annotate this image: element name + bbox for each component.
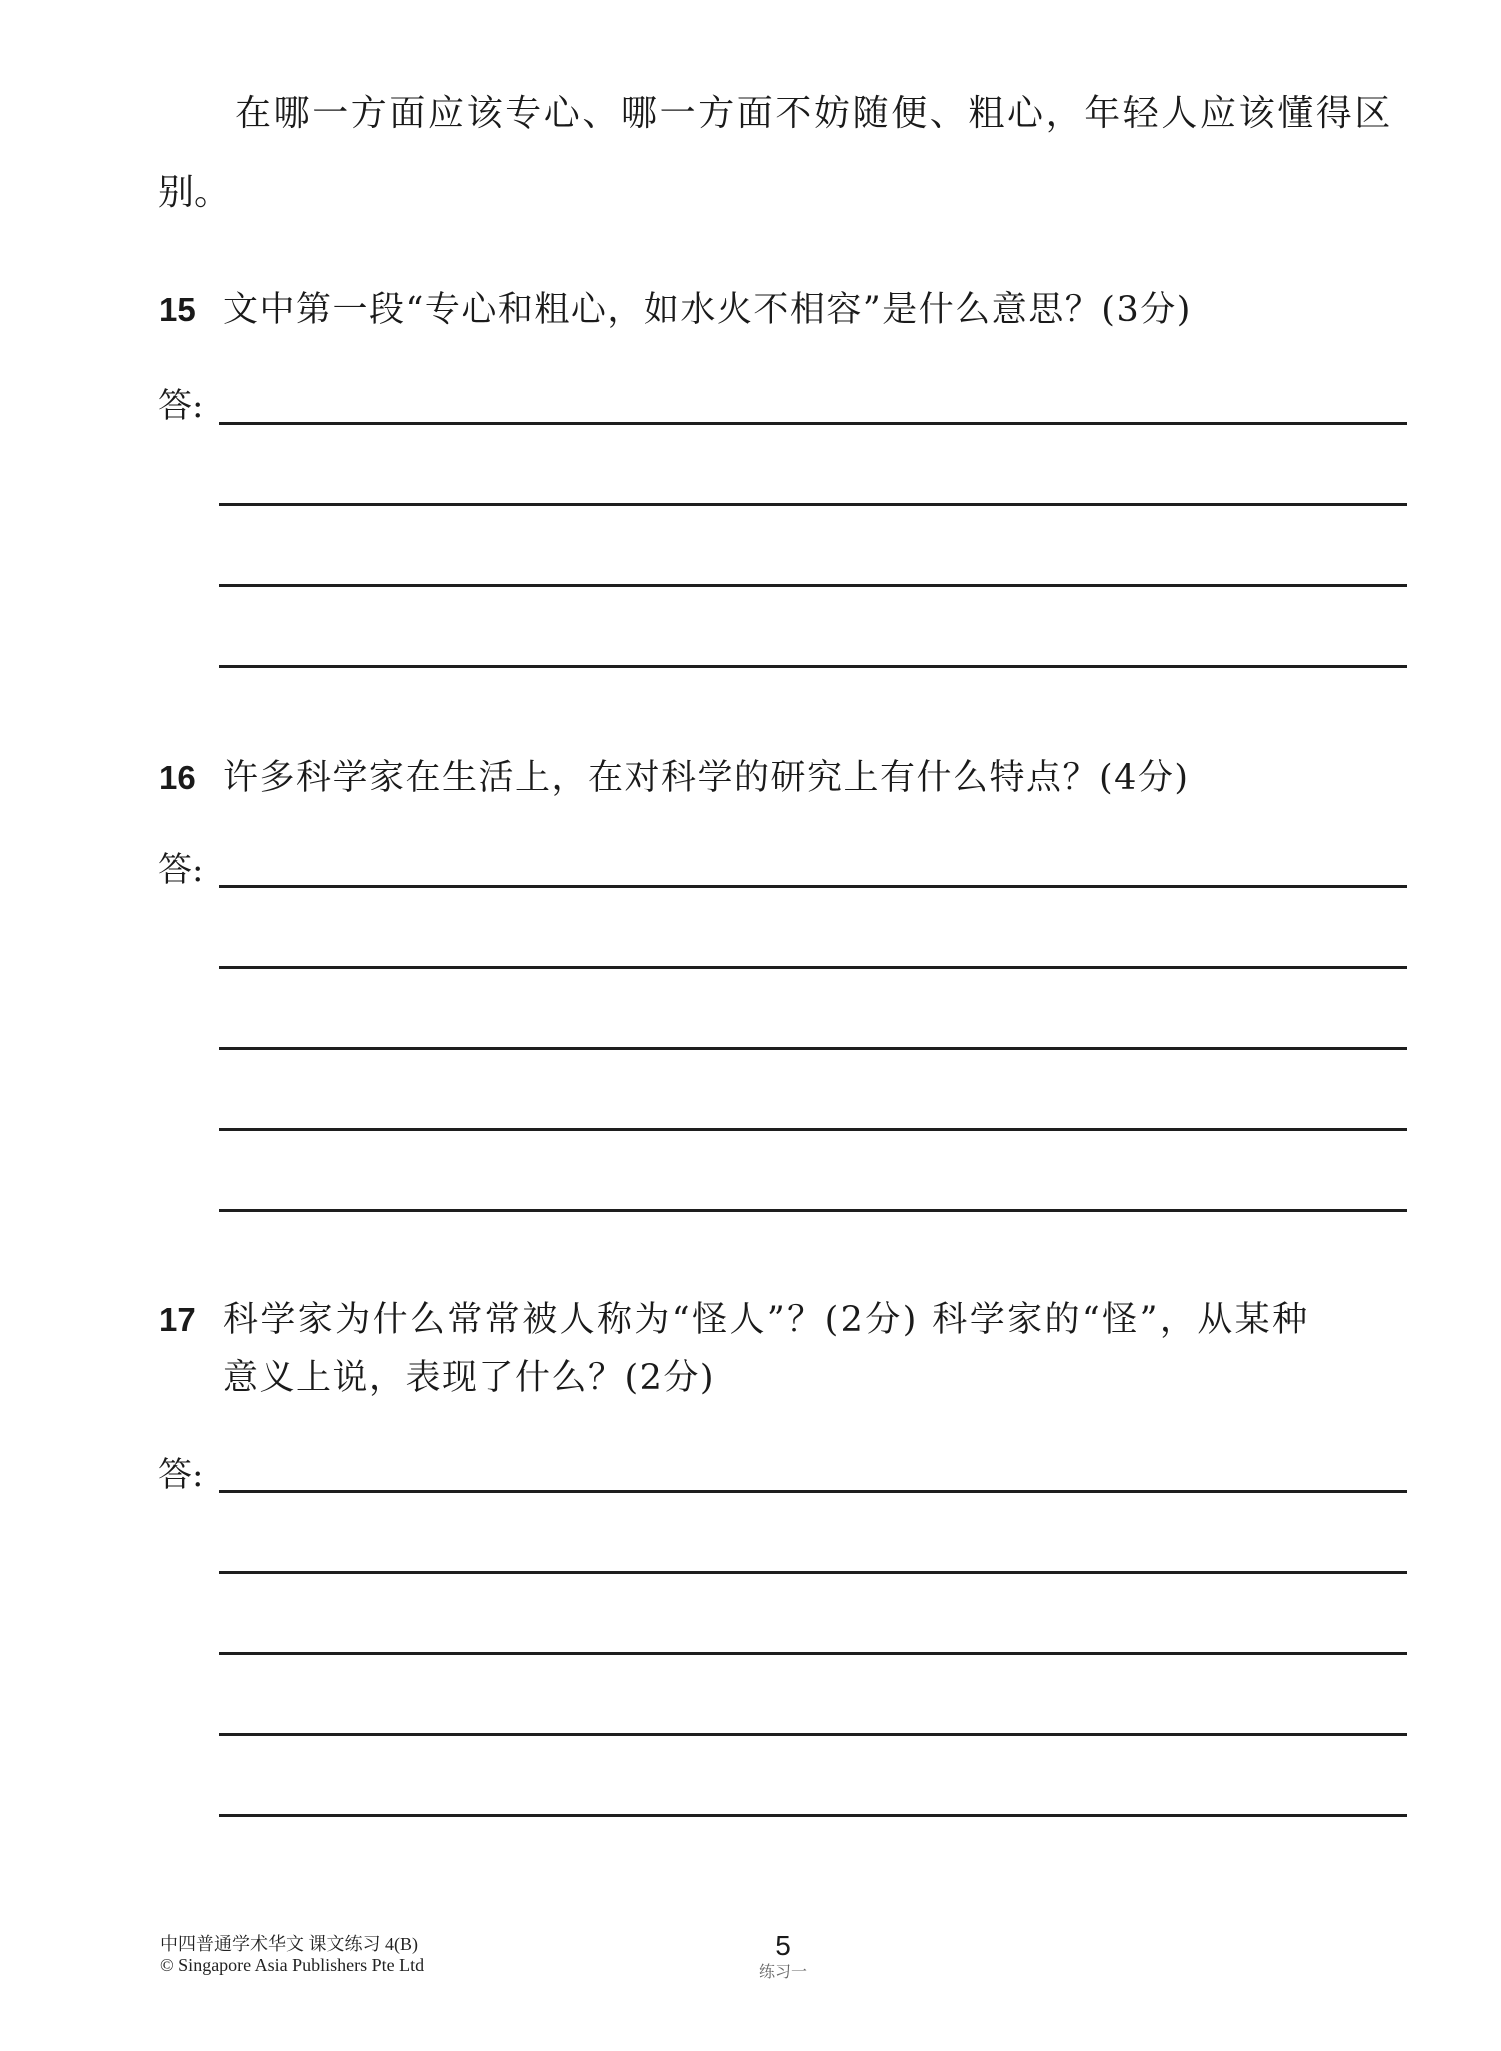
question-number: 16: [159, 759, 196, 796]
section-label: 练习一: [758, 1962, 807, 1981]
answer-line[interactable]: [219, 1128, 1407, 1131]
question-text: 许多科学家在生活上，在对科学的研究上有什么特点？(4分): [223, 758, 1190, 798]
question-number: 15: [159, 291, 196, 328]
answer-label: 答:: [158, 386, 204, 426]
answer-line[interactable]: [219, 1571, 1407, 1574]
answer-line[interactable]: [219, 1047, 1407, 1050]
passage-line: 在哪一方面应该专心、哪一方面不妨随便、粗心，年轻人应该懂得区: [235, 93, 1394, 134]
book-title: 中四普通学术华文 课文练习 4(B): [160, 1934, 418, 1954]
page-number: 5: [775, 1930, 791, 1961]
answer-label: 答:: [158, 850, 204, 890]
answer-label: 答:: [158, 1455, 204, 1495]
question-text: 意义上说，表现了什么？(2分): [223, 1358, 716, 1398]
question-text: 科学家为什么常常被人称为“怪人”？(2分) 科学家的“怪”，从某种: [223, 1300, 1310, 1340]
answer-line[interactable]: [219, 584, 1407, 587]
answer-line[interactable]: [219, 1209, 1407, 1212]
answer-line[interactable]: [219, 503, 1407, 506]
answer-line[interactable]: [219, 665, 1407, 668]
answer-line[interactable]: [219, 1490, 1407, 1493]
answer-line[interactable]: [219, 1652, 1407, 1655]
question-number: 17: [159, 1301, 196, 1338]
answer-line[interactable]: [219, 422, 1407, 425]
answer-line[interactable]: [219, 1733, 1407, 1736]
copyright: © Singapore Asia Publishers Pte Ltd: [160, 1955, 425, 1975]
question-text: 文中第一段“专心和粗心，如水火不相容”是什么意思？(3分): [223, 290, 1192, 330]
answer-line[interactable]: [219, 1814, 1407, 1817]
answer-line[interactable]: [219, 966, 1407, 969]
answer-line[interactable]: [219, 885, 1407, 888]
passage-line: 别。: [158, 172, 231, 213]
